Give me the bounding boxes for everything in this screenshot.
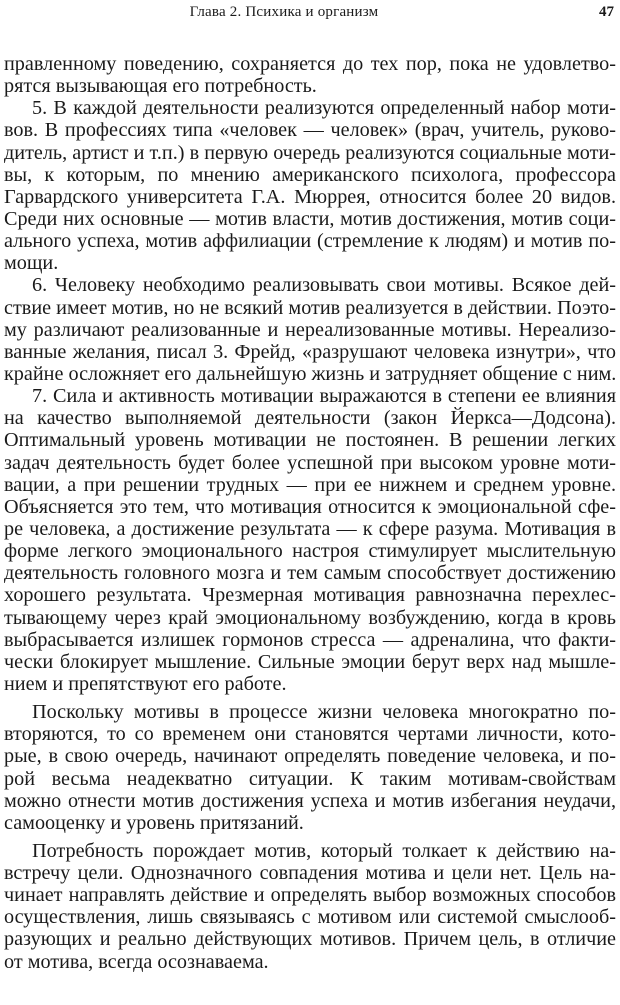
paragraph: [4, 840, 616, 973]
text-line: вации, а при решении трудных — при ее нижнем и среднем уровне.: [4, 473, 616, 496]
text-line: вы, к которым, по мнению американского психолога, профессора: [4, 163, 616, 186]
chapter-title: Глава 2. Психика и организм: [189, 4, 379, 20]
paragraph: [4, 274, 616, 385]
text-line: форме легкого эмоционального настроя стимулирует мыслительную: [4, 540, 616, 563]
text-line: дитель, артист и т.п.) в первую очередь реализуются социальные моти-: [4, 141, 616, 164]
paragraph: [4, 97, 616, 274]
text-line: Среди них основные — мотив власти, мотив достижения, мотив соци-: [4, 207, 616, 230]
text-line: Потребность порождает мотив, который толкает к действию на-: [32, 839, 616, 862]
text-line: деятельность головного мозга и тем самым способствует достижению: [4, 562, 616, 585]
text-line: 6. Человеку необходимо реализовывать свои мотивы. Всякое дей-: [32, 274, 616, 297]
paragraph: [4, 385, 616, 695]
text-line: мощи.: [4, 252, 59, 275]
text-line: ре человека, а достижение результата — к сфере разума. Мотивация в: [4, 517, 616, 540]
text-line: от мотива, всегда осознаваема.: [4, 950, 269, 973]
text-line: тывающему через край эмоциональному возбуждению, когда в кровь: [4, 606, 616, 629]
paragraph: [4, 53, 616, 97]
text-line: чинает направлять действие и определять выбор возможных способов: [4, 884, 616, 907]
text-line: разующих и реально действующих мотивов. Причем цель, в отличие: [4, 928, 616, 951]
paragraph: [4, 701, 616, 834]
text-line: Объясняется это тем, что мотивация относится к эмоциональной сфе-: [4, 495, 616, 518]
text-line: рые, в свою очередь, начинают определять поведение человека, и по-: [4, 745, 616, 768]
text-line: ствие имеет мотив, но не всякий мотив реализуется в действии. Поэто-: [4, 296, 616, 319]
text-line: Оптимальный уровень мотивации не постоянен. В решении легких: [4, 429, 616, 452]
page-number: 47: [599, 4, 614, 20]
text-line: му различают реализованные и нереализованные мотивы. Нереализо-: [4, 318, 616, 341]
text-line: можно отнести мотив достижения успеха и мотив избегания неудачи,: [4, 789, 616, 812]
text-line: встречу цели. Однозначного совпадения мотива и цели нет. Цель на-: [4, 862, 616, 885]
text-line: нием и препятствуют его работе.: [4, 672, 287, 695]
text-line: ального успеха, мотив аффилиации (стремление к людям) и мотив по-: [4, 230, 616, 253]
text-line: задач деятельность будет более успешной при высоком уровне моти-: [4, 451, 616, 474]
text-line: Поскольку мотивы в процессе жизни человека многократно по-: [32, 701, 616, 724]
text-line: осуществления, лишь связываясь с мотивом или системой смыслооб-: [4, 906, 616, 929]
text-line: вторяются, то со временем они становятся чертами личности, кото-: [4, 723, 616, 746]
text-line: выбрасывается излишек гормонов стресса — адреналина, что факти-: [4, 628, 616, 651]
text-line: рятся вызывающая его потребность.: [4, 75, 317, 98]
text-line: правленному поведению, сохраняется до тех пор, пока не удовлетво-: [4, 53, 616, 75]
text-line: крайне осложняет его дальнейшую жизнь и затрудняет общение с ним.: [4, 362, 617, 385]
text-line: 7. Сила и активность мотивации выражаются в степени ее влияния: [32, 385, 616, 408]
text-line: Гарвардского университета Г.А. Мюррея, относится более 20 видов.: [4, 185, 616, 208]
text-line: 5. В каждой деятельности реализуются определенный набор моти-: [32, 97, 616, 120]
text-line: вов. В профессиях типа «человек — человек» (врач, учитель, руково-: [4, 119, 616, 142]
text-line: ванные желания, писал 3. Фрейд, «разрушают человека изнутри», что: [4, 340, 616, 363]
text-line: на качество выполняемой деятельности (закон Йеркса—Додсона).: [4, 407, 616, 430]
text-line: самооценку и уровень притязаний.: [4, 811, 304, 834]
text-line: чески блокирует мышление. Сильные эмоции берут верх над мышле-: [4, 650, 616, 673]
text-line: рой весьма неадекватно ситуации. К таким мотивам-свойствам: [4, 767, 616, 790]
text-line: хорошего результата. Чрезмерная мотивация равнозначна перехлес-: [4, 584, 616, 607]
running-header: [0, 2, 620, 22]
body-text: [4, 53, 616, 973]
